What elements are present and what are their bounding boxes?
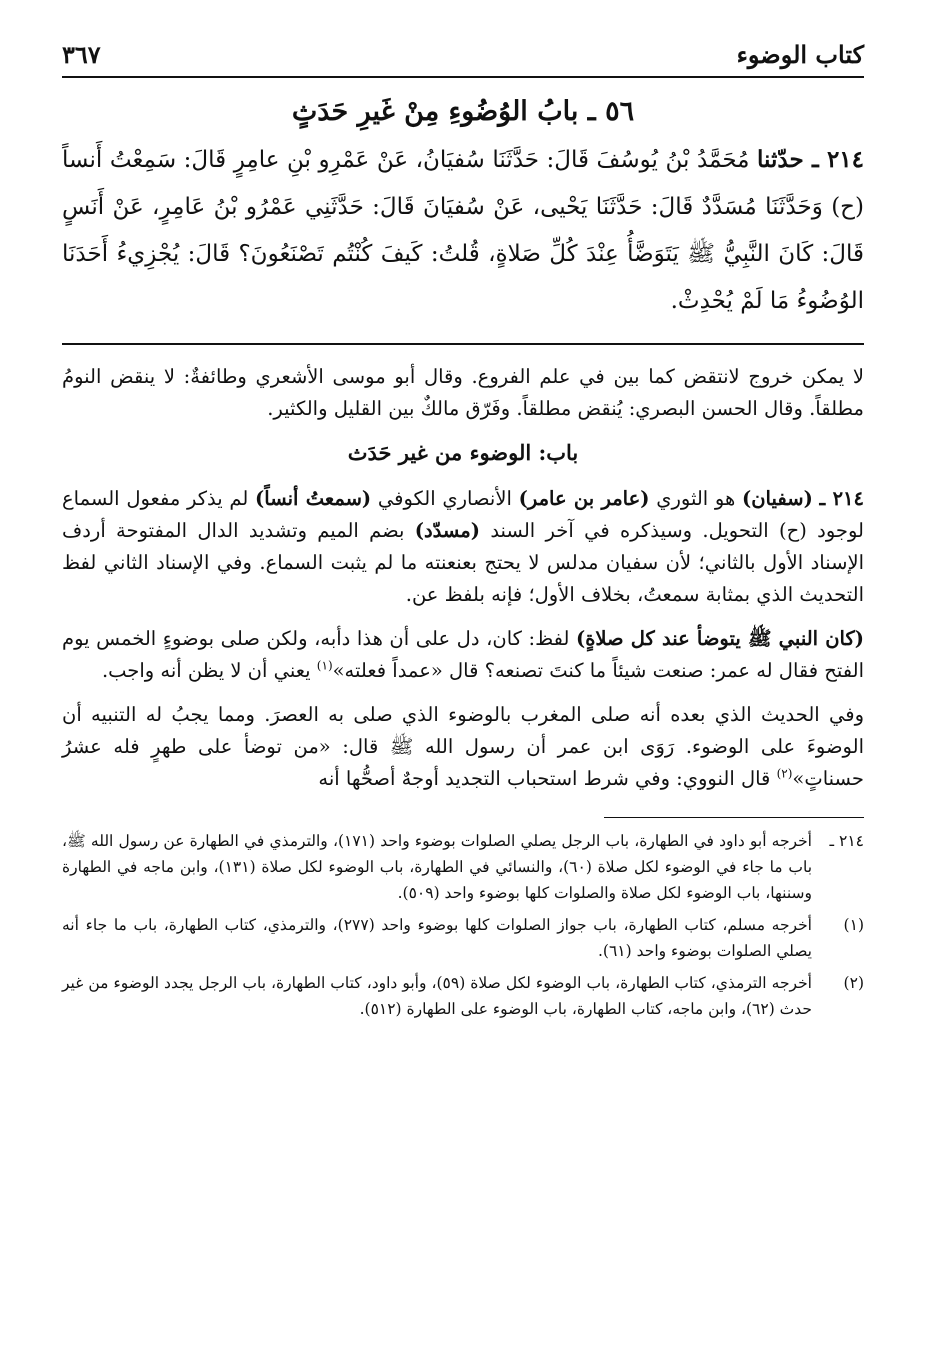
keyword-sufyan: (سفيان)	[742, 487, 813, 510]
footnote-text: أخرجه أبو داود في الطهارة، باب الرجل يصلي الصلوات بوضوء واحد (١٧١)، والترمذي في الطهارة عن رسول الله ﷺ، باب ما جاء في الوضوء لكل صلاة (٦٠)، والنسائي في الطهارة، باب الوضوء لكل صلاة (١٣١)، وابن ماجه في الطهارة وسننها، باب الوضوء لكل صلاة والصلوات كلها بوضوء واحد (٥٠٩).	[62, 832, 813, 902]
commentary-text: الأنصاري الكوفي	[377, 487, 512, 510]
text-commentary-divider	[62, 343, 864, 345]
keyword-amir: (عامر بن عامر)	[518, 487, 650, 510]
footnote-number: (١)	[843, 916, 864, 934]
book-title: كتاب الوضوء	[736, 40, 864, 69]
footnote-number: (٢)	[843, 974, 864, 992]
commentary-text: لفظ: كان، دل على أن هذا دأبه، ولكن صلى بوضوءٍ الخمس يوم الفتح فقال له عمر: صنعت شيئاً ما كنتَ تصنعه؟ قال «عمداً فعلته»	[62, 627, 864, 682]
footnote-number: ٢١٤ ـ	[829, 832, 864, 850]
hadith-text	[62, 136, 864, 325]
commentary-text: لم يذكر مفعول السماع لوجود (ح) التحويل. وسيذكره في آخر السند	[62, 487, 864, 542]
page-number: ٣٦٧	[62, 40, 101, 69]
footnote-item	[62, 970, 864, 1022]
commentary-text: بضم الميم وتشديد الدال المفتوحة أردف الإسناد الأول بالثاني؛ لأن سفيان مدلس لا يحتج بعنعنته ما لم يثبت السماع. وفي الإسناد الثاني لفظ التحديث الذي بمثابة سمعتُ، بخلاف الأول؛ فإنه بلفظ عن.	[62, 519, 864, 606]
commentary-paragraph-3	[62, 699, 864, 795]
commentary-intro: لا يمكن خروج لانتقض كما بين في علم الفروع. وقال أبو موسى الأشعري وطائفةٌ: لا ينقض النومُ مطلقاً. وقال الحسن البصري: يُنقض مطلقاً. وفَرّق مالكٌ بين القليل والكثير.	[62, 365, 864, 420]
footnote-ref-1[interactable]: (١)	[316, 658, 333, 673]
footnote-text: أخرجه الترمذي، كتاب الطهارة، باب الوضوء لكل صلاة (٥٩)، وأبو داود، كتاب الطهارة، باب الرجل يجدد الوضوء من غير حدث (٦٢)، وابن ماجه، كتاب الطهارة، باب الوضوء على الطهارة (٥١٢).	[62, 974, 812, 1018]
hadith-number: ٢١٤ ـ حدّثنا	[757, 146, 864, 173]
footnote-text: أخرجه مسلم، كتاب الطهارة، باب جواز الصلوات كلها بوضوء واحد (٢٧٧)، والترمذي، كتاب الطهارة، باب ما جاء أنه يصلي الصلوات بوضوء واحد (٦١).	[62, 916, 812, 960]
commentary-paragraph-1	[62, 483, 864, 611]
running-header	[62, 40, 864, 76]
commentary-section-title: باب: الوضوء من غير حَدَث	[347, 440, 579, 465]
footnotes	[62, 828, 864, 1022]
commentary-text: يعني أن لا يظن أنه واجب.	[101, 659, 311, 682]
footnote-ref-2[interactable]: (٢)	[776, 766, 793, 781]
commentary-text: قال النووي: وفي شرط استحباب التجديد أوجهٌ أصحُّها أنه	[318, 767, 771, 790]
commentary-text: هو الثوري	[656, 487, 736, 510]
chapter-title: ٥٦ ـ بابُ الوُضُوءِ مِنْ غَيرِ حَدَثٍ	[291, 96, 635, 127]
footnote-rule	[604, 817, 864, 818]
footnote-item	[62, 828, 864, 906]
header-rule	[62, 76, 864, 78]
keyword-kana-nabi: (كان النبي ﷺ يتوضأ عند كل صلاةٍ)	[575, 627, 864, 650]
commentary-text: وفي الحديث الذي بعده أنه صلى المغرب بالوضوء الذي صلى به العصرَ. ومما يجبُ له التنبيه أن الوضوءَ على الوضوء. رَوَى ابن عمر أن رسول الله ﷺ قال: «من توضأ على طهرٍ فله عشرُ حسناتٍ»	[62, 703, 864, 790]
commentary-paragraph-2	[62, 623, 864, 687]
keyword-musaddad: (مسدّد)	[414, 519, 480, 542]
keyword-samitu: (سمعتُ أنساً)	[255, 487, 372, 510]
hadith-body: مُحَمَّدُ بْنُ يُوسُفَ قَالَ: حَدَّثَنَا سُفيَانُ، عَنْ عَمْرِو بْنِ عامِرٍ قَالَ: سَمِعْتُ أَنساً (ح) وَحَدَّثَنَا مُسَدَّدٌ قَالَ: حَدَّثَنَا يَحْيى، عَنْ سُفيَانَ قَالَ: حَدَّثَنِي عَمْرُو بْنُ عَامِرٍ، عَنْ أَنَسٍ قَالَ: كَانَ النَّبِيُّ ﷺ يَتَوَضَّأُ عِنْدَ كُلِّ صَلاةٍ، قُلتُ: كَيفَ كُنْتُم تَصْنَعُونَ؟ قَالَ: يُجْزِيءُ أَحَدَنَا الوُضُوءُ مَا لَمْ يُحْدِثْ.	[62, 147, 864, 314]
commentary-number: ٢١٤ ـ	[819, 487, 864, 510]
footnote-item	[62, 912, 864, 964]
